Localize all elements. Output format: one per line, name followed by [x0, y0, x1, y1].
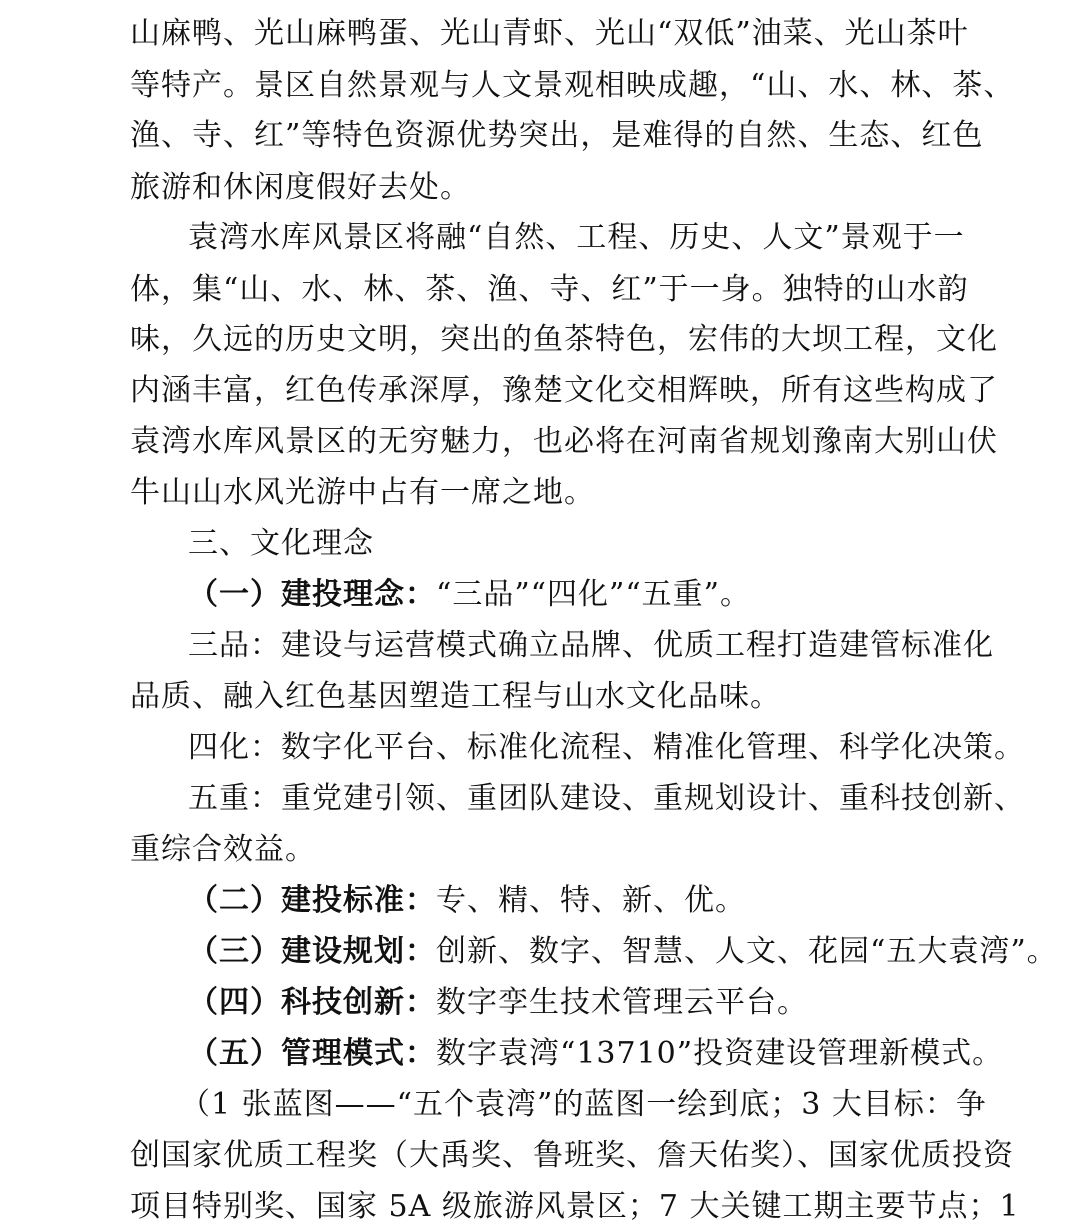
item-3-text: 创新、数字、智慧、人文、花园“五大袁湾”。 — [436, 934, 1058, 969]
item-1-text: “三品”“四化”“五重”。 — [436, 577, 752, 612]
item-1-label: （一）建投理念： — [188, 577, 436, 612]
sanpin-line-1: 三品：建设与运营模式确立品牌、优质工程打造建管标准化 — [188, 628, 994, 663]
paragraph-2-line-5: 袁湾水库风景区的无穷魅力，也必将在河南省规划豫南大别山伏 — [130, 424, 998, 459]
paragraph-2-line-6: 牛山山水风光游中占有一席之地。 — [130, 475, 595, 510]
sanpin-line-2: 品质、融入红色基因塑造工程与山水文化品味。 — [130, 679, 781, 714]
item-2-text: 专、精、特、新、优。 — [436, 883, 746, 918]
item-3 — [188, 932, 1058, 972]
paragraph-2-line-1: 袁湾水库风景区将融“自然、工程、历史、人文”景观于一 — [188, 220, 965, 255]
item-4-label: （四）科技创新： — [188, 985, 436, 1020]
item-5 — [188, 1034, 1004, 1074]
detail-line-3: 项目特别奖、国家 5A 级旅游风景区；7 大关键工期主要节点；1 — [130, 1189, 1020, 1224]
section-heading: 三、文化理念 — [188, 526, 374, 561]
wuzhong-line-2: 重综合效益。 — [130, 832, 316, 867]
wuzhong-line-1: 五重：重党建引领、重团队建设、重规划设计、重科技创新、 — [188, 781, 1025, 816]
paragraph-2-line-2: 体，集“山、水、林、茶、渔、寺、红”于一身。独特的山水韵 — [130, 272, 969, 307]
item-1 — [188, 575, 942, 615]
paragraph-1-line-1: 山麻鸭、光山麻鸭蛋、光山青虾、光山“双低”油菜、光山茶叶 — [130, 16, 969, 51]
paragraph-1-line-2: 等特产。景区自然景观与人文景观相映成趣，“山、水、林、茶、 — [130, 68, 1015, 103]
detail-line-1: （1 张蓝图——“五个袁湾”的蓝图一绘到底；3 大目标：争 — [180, 1087, 987, 1122]
item-4-text: 数字孪生技术管理云平台。 — [436, 985, 808, 1020]
item-5-label: （五）管理模式： — [188, 1036, 436, 1071]
paragraph-1-line-3: 渔、寺、红”等特色资源优势突出，是难得的自然、生态、红色 — [130, 118, 984, 153]
paragraph-1-line-4: 旅游和休闲度假好去处。 — [130, 170, 471, 205]
paragraph-2-line-4: 内涵丰富，红色传承深厚，豫楚文化交相辉映，所有这些构成了 — [130, 373, 998, 408]
item-3-label: （三）建设规划： — [188, 934, 436, 969]
detail-line-2: 创国家优质工程奖（大禹奖、鲁班奖、詹天佑奖）、国家优质投资 — [130, 1138, 1014, 1173]
sihua-line: 四化：数字化平台、标准化流程、精准化管理、科学化决策。 — [188, 730, 1025, 765]
item-2-label: （二）建投标准： — [188, 883, 436, 918]
item-2 — [188, 881, 942, 921]
item-4 — [188, 983, 942, 1023]
paragraph-2-line-3: 味，久远的历史文明，突出的鱼茶特色，宏伟的大坝工程，文化 — [130, 322, 998, 357]
item-5-text: 数字袁湾“13710”投资建设管理新模式。 — [436, 1036, 1004, 1071]
